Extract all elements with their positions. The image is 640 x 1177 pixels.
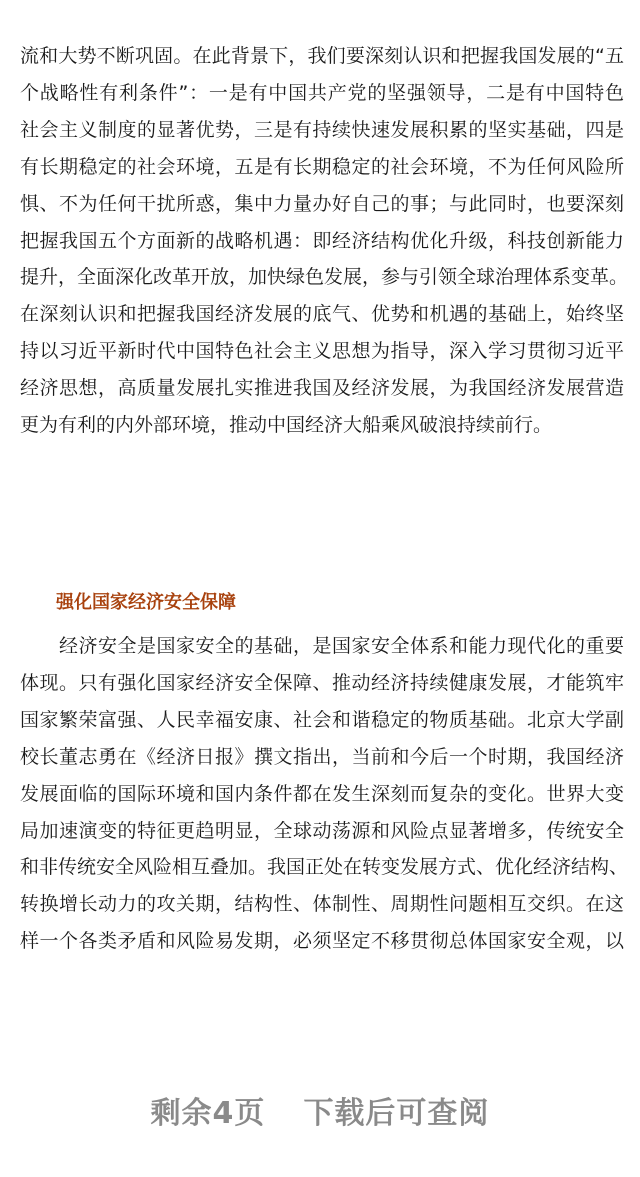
- text-line: 校长董志勇在《经济日报》撰文指出，当前和今后一个时期，我国经济: [20, 745, 624, 768]
- text-line: 经济思想，高质量发展扎实推进我国及经济发展，为我国经济发展营造: [20, 377, 624, 400]
- text-line: 和非传统安全风险相互叠加。我国正处在转变发展方式、优化经济结构、: [20, 856, 629, 879]
- text-line: 在深刻认识和把握我国经济发展的底气、优势和机遇的基础上，始终坚: [20, 303, 624, 326]
- text-line: 社会主义制度的显著优势，三是有持续快速发展积累的坚实基础，四是: [20, 118, 624, 141]
- body-paragraph-1: [20, 38, 629, 444]
- text-line: 个战略性有利条件”：一是有中国共产党的坚强领导，二是有中国特色: [20, 81, 624, 104]
- text-line: 样一个各类矛盾和风险易发期，必须坚定不移贯彻总体国家安全观，以: [20, 930, 624, 953]
- text-line: 惧、不为任何干扰所惑，集中力量办好自己的事；与此同时，也要深刻: [20, 192, 624, 215]
- text-line: 体现。只有强化国家经济安全保障、推动经济持续健康发展，才能筑牢: [20, 671, 624, 694]
- text-line: 把握我国五个方面新的战略机遇：即经济结构优化升级，科技创新能力: [20, 229, 624, 252]
- text-line: 提升，全面深化改革开放，加快绿色发展，参与引领全球治理体系变革。: [20, 266, 629, 289]
- text-line: 持以习近平新时代中国特色社会主义思想为指导，深入学习贯彻习近平: [20, 340, 624, 363]
- remaining-pages-text: 剩余4页: [150, 1096, 266, 1131]
- text-line: 更为有利的内外部环境，推动中国经济大船乘风破浪持续前行。: [20, 414, 553, 437]
- text-line: 国家繁荣富强、人民幸福安康、社会和谐稳定的物质基础。北京大学副: [20, 708, 624, 731]
- text-line: 发展面临的国际环境和国内条件都在发生深刻而复杂的变化。世界大变: [20, 782, 624, 805]
- body-paragraph-2: [20, 628, 629, 960]
- download-prompt-banner[interactable]: [0, 1092, 640, 1136]
- text-line: 经济安全是国家安全的基础，是国家安全体系和能力现代化的重要: [20, 635, 624, 657]
- text-line: 流和大势不断巩固。在此背景下，我们要深刻认识和把握我国发展的“五: [20, 45, 624, 67]
- text-line: 有长期稳定的社会环境，五是有长期稳定的社会环境，不为任何风险所: [20, 155, 624, 178]
- text-line: 转换增长动力的攻关期，结构性、体制性、周期性问题相互交织。在这: [20, 893, 624, 916]
- text-line: 局加速演变的特征更趋明显，全球动荡源和风险点显著增多，传统安全: [20, 819, 624, 842]
- section-heading: 强化国家经济安全保障: [56, 592, 236, 613]
- download-hint-text: 下载后可查阅: [303, 1096, 490, 1131]
